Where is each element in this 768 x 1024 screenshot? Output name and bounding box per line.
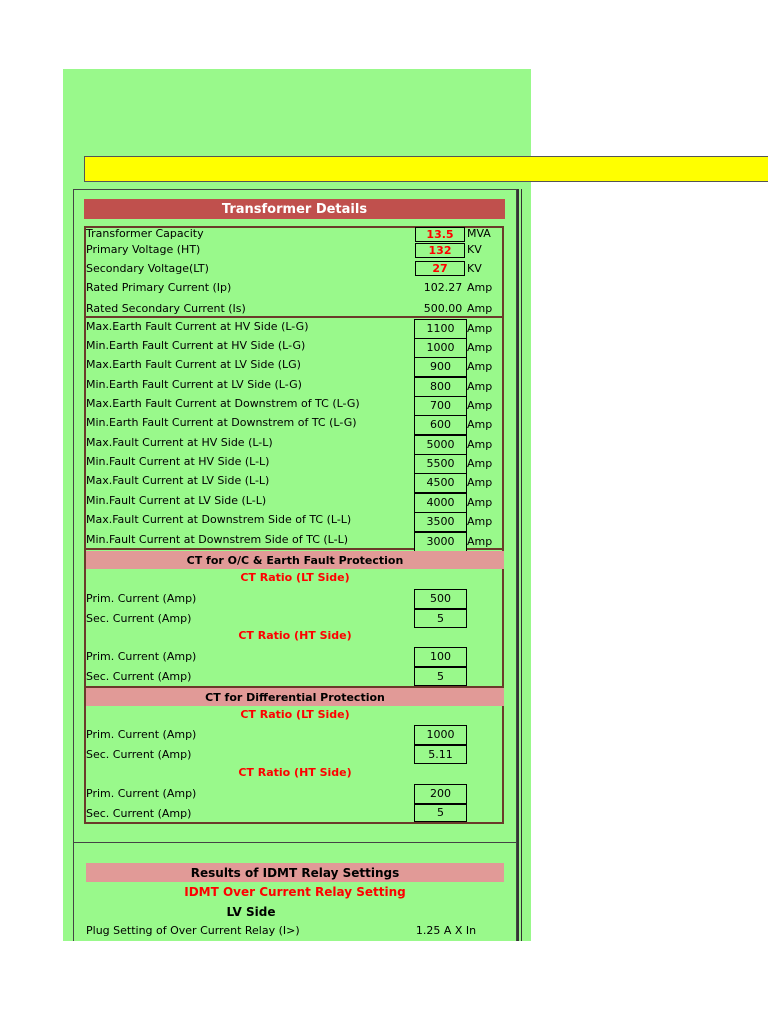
fault-label: Min.Earth Fault Current at LV Side (L-G) (86, 378, 302, 391)
fault-label: Max.Earth Fault Current at HV Side (L-G) (86, 320, 309, 333)
fault-unit: Amp (467, 341, 493, 354)
ct-oc-ht-prim-input[interactable]: 100 (414, 647, 467, 667)
fault-value-input[interactable]: 1100 (414, 319, 467, 339)
secondary-voltage-input[interactable]: 27 (415, 261, 465, 276)
fault-row (86, 435, 504, 454)
plug-setting-row: Plug Setting of Over Current Relay (I>) 1.25 A X In (86, 924, 504, 939)
row-transformer-capacity: Transformer Capacity 13.5 MVA (86, 227, 491, 241)
fault-row (86, 454, 504, 473)
highlight-cell[interactable] (84, 156, 768, 182)
fault-value-input[interactable]: 600 (414, 415, 467, 435)
fault-label: Min.Fault Current at HV Side (L-L) (86, 455, 270, 468)
fault-value-input[interactable]: 700 (414, 396, 467, 416)
ct-oc-ht-sec-input[interactable]: 5 (414, 667, 467, 686)
results-sub-title: IDMT Over Current Relay Setting (184, 885, 406, 899)
ct-diff-ht-sec-input[interactable]: 5 (414, 804, 467, 822)
ct-diff-lt-sec-input[interactable]: 5.11 (414, 745, 467, 764)
fault-value-input[interactable]: 800 (414, 377, 467, 397)
ct-diff-ht-sec-row: Sec. Current (Amp) 5 (86, 804, 504, 823)
fault-label: Min.Earth Fault Current at Downstrem of TC (L-G) (86, 416, 357, 429)
right-panel-border (517, 189, 531, 941)
ct-oc-ht-title: CT Ratio (HT Side) (238, 629, 352, 642)
ct-oc-lt-sec-input[interactable]: 5 (414, 609, 467, 628)
fault-unit: Amp (467, 515, 493, 528)
fault-label: Max.Earth Fault Current at LV Side (LG) (86, 358, 301, 371)
fault-unit: Amp (467, 360, 493, 373)
ct-oc-lt-prim-row: Prim. Current (Amp) 500 (86, 589, 504, 608)
ct-oc-header: CT for O/C & Earth Fault Protection (86, 551, 504, 569)
fault-row (86, 473, 504, 492)
fault-value-input[interactable]: 4500 (414, 473, 467, 493)
fault-row (86, 532, 504, 551)
fault-label: Min.Fault Current at LV Side (L-L) (86, 494, 267, 507)
ct-diff-lt-sec-row: Sec. Current (Amp) 5.11 (86, 745, 504, 764)
capacity-input[interactable]: 13.5 (415, 227, 465, 242)
ct-diff-header: CT for Differential Protection (86, 688, 504, 706)
fault-value-input[interactable]: 1000 (414, 338, 467, 358)
fault-row (86, 377, 504, 396)
plug-setting-value: 1.25 A X In (415, 924, 477, 937)
results-header: Results of IDMT Relay Settings (86, 863, 504, 882)
row-secondary-voltage: Secondary Voltage(LT) 27 KV (86, 262, 482, 275)
fault-label: Max.Fault Current at LV Side (L-L) (86, 474, 270, 487)
transformer-details-title: Transformer Details (84, 199, 505, 219)
section-divider (74, 842, 517, 843)
fault-unit: Amp (467, 476, 493, 489)
ct-oc-lt-title: CT Ratio (LT Side) (240, 571, 350, 584)
fault-value-input[interactable]: 3500 (414, 512, 467, 532)
fault-label: Max.Fault Current at Downstrem Side of TC (L-L) (86, 513, 352, 526)
fault-unit: Amp (467, 322, 493, 335)
primary-voltage-input[interactable]: 132 (415, 243, 465, 258)
fault-unit: Amp (467, 418, 493, 431)
ct-oc-ht-sec-row: Sec. Current (Amp) 5 (86, 667, 504, 686)
fault-value-input[interactable]: 900 (414, 357, 467, 377)
fault-row (86, 415, 504, 434)
fault-row (86, 512, 504, 531)
ct-diff-lt-prim-row: Prim. Current (Amp) 1000 (86, 725, 504, 744)
results-side-label: LV Side (226, 905, 276, 919)
fault-value-input[interactable]: 4000 (414, 493, 467, 513)
fault-unit: Amp (467, 399, 493, 412)
fault-label: Max.Fault Current at HV Side (L-L) (86, 436, 273, 449)
ct-oc-lt-sec-row: Sec. Current (Amp) 5 (86, 609, 504, 628)
ct-diff-ht-prim-input[interactable]: 200 (414, 784, 467, 804)
fault-label: Min.Earth Fault Current at HV Side (L-G) (86, 339, 306, 352)
fault-row (86, 338, 504, 357)
fault-label: Max.Earth Fault Current at Downstrem of TC (L-G) (86, 397, 360, 410)
fault-value-input[interactable]: 5000 (414, 435, 467, 455)
fault-row (86, 319, 504, 338)
row-rated-primary-current: Rated Primary Current (Ip) 102.27 Amp (86, 281, 493, 294)
fault-row (86, 357, 504, 376)
fault-value-input[interactable]: 3000 (414, 532, 467, 552)
ct-oc-ht-prim-row: Prim. Current (Amp) 100 (86, 647, 504, 666)
row-primary-voltage: Primary Voltage (HT) 132 KV (86, 243, 482, 257)
fault-row (86, 396, 504, 415)
fault-unit: Amp (467, 496, 493, 509)
fault-label: Min.Fault Current at Downstrem Side of TC (L-L) (86, 533, 348, 546)
fault-unit: Amp (467, 457, 493, 470)
fault-value-input[interactable]: 5500 (414, 454, 467, 474)
ct-diff-lt-title: CT Ratio (LT Side) (240, 708, 350, 721)
ct-diff-ht-prim-row: Prim. Current (Amp) 200 (86, 784, 504, 803)
fault-unit: Amp (467, 380, 493, 393)
ct-diff-lt-prim-input[interactable]: 1000 (414, 725, 467, 745)
fault-unit: Amp (467, 535, 493, 548)
fault-unit: Amp (467, 438, 493, 451)
fault-row (86, 493, 504, 512)
ct-oc-lt-prim-input[interactable]: 500 (414, 589, 467, 609)
ct-diff-ht-title: CT Ratio (HT Side) (238, 766, 352, 779)
row-rated-secondary-current: Rated Secondary Current (Is) 500.00 Amp (86, 302, 493, 315)
